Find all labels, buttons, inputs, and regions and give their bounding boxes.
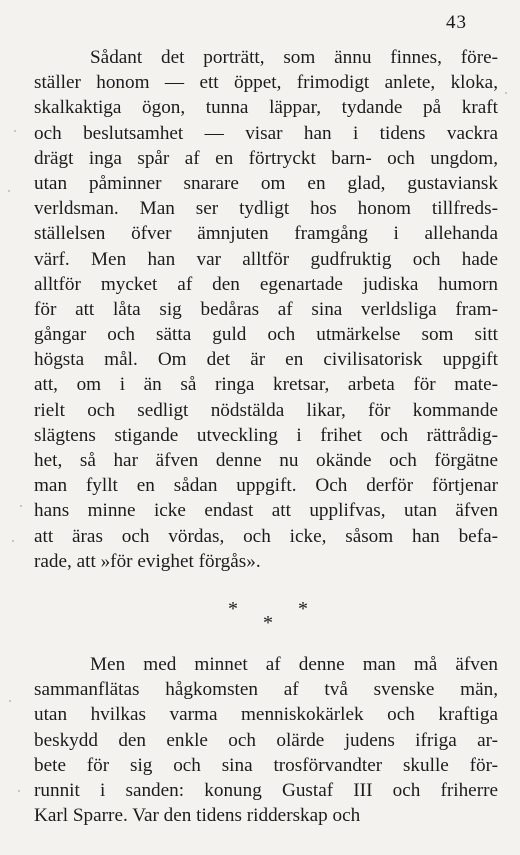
paragraph-memory (34, 652, 498, 828)
paper-speck (14, 130, 16, 132)
paper-speck (8, 190, 10, 192)
text-line: Sådant det porträtt, som ännu finnes, före- (90, 47, 498, 68)
text-line: Karl Sparre. Var den tidens ridderskap och (34, 805, 361, 827)
page-number: 43 (446, 12, 467, 33)
text-line: och beslutsamhet — visar han i tidens vackra (34, 122, 498, 144)
text-line: ställer honom — ett öppet, frimodigt anlete, kloka, (34, 72, 498, 94)
text-line: drägt inga spår af en förtryckt barn- och ungdom, (34, 147, 498, 169)
text-line: man fyllt en sådan uppgift. Och derför förtjenar (34, 475, 498, 497)
text-line: rade, att »för evighet förgås». (34, 550, 261, 572)
asterisk-ornament: * (228, 598, 238, 620)
paper-speck (18, 790, 20, 792)
paper-speck (12, 540, 14, 542)
text-line: att äras och vördas, och icke, såsom han befa- (34, 525, 498, 547)
text-line: ställelsen öfver ämnjuten framgång i allehanda (34, 223, 498, 245)
text-line: het, så har äfven denne nu okände och förgätne (34, 450, 498, 471)
paper-speck (20, 505, 22, 507)
text-line: beskydd den enkle och olärde judens ifriga ar- (34, 729, 498, 751)
text-line: att, om i än så ringa kretsar, arbeta för mate- (34, 374, 498, 396)
text-line: utan påminner snarare om en glad, gustaviansk (34, 172, 498, 194)
text-line: rielt och sedligt nödstälda likar, för kommande (34, 399, 498, 421)
paragraph-portrait (34, 45, 498, 574)
text-line: slägtens stigande utveckling i frihet och rättrådig- (34, 424, 498, 446)
text-line: gångar och sätta guld och utmärkelse som sitt (34, 324, 498, 346)
paper-speck (9, 700, 11, 702)
text-line: skalkaktiga ögon, tunna läppar, tydande på kraft (34, 97, 498, 119)
text-line: för att låta sig bedåras af sina verldsliga fram- (34, 298, 498, 320)
text-line: hans minne icke endast att upplifvas, utan äfven (34, 500, 498, 522)
asterisk-ornament: * (298, 598, 308, 620)
text-line: utan hvilkas varma menniskokärlek och kraftiga (34, 704, 498, 726)
asterisk-ornament: * (263, 612, 273, 634)
text-line: Men med minnet af denne man må äfven (90, 654, 498, 675)
text-line: värf. Men han var alltför gudfruktig och hade (34, 248, 498, 270)
text-line: alltför mycket af den egenartade judiska humorn (34, 273, 498, 295)
text-line: sammanflätas hågkomsten af två svenske män, (34, 679, 498, 701)
paper-speck (505, 92, 507, 94)
text-line: runnit i sanden: konung Gustaf III och friherre (34, 779, 498, 801)
text-line: högsta mål. Om det är en civilisatorisk uppgift (34, 349, 498, 371)
text-line: verldsman. Man ser tydligt hos honom tillfreds- (34, 198, 498, 220)
section-separator (0, 598, 520, 638)
text-line: bete för sig och sina trosförvandter skulle för- (34, 754, 498, 776)
